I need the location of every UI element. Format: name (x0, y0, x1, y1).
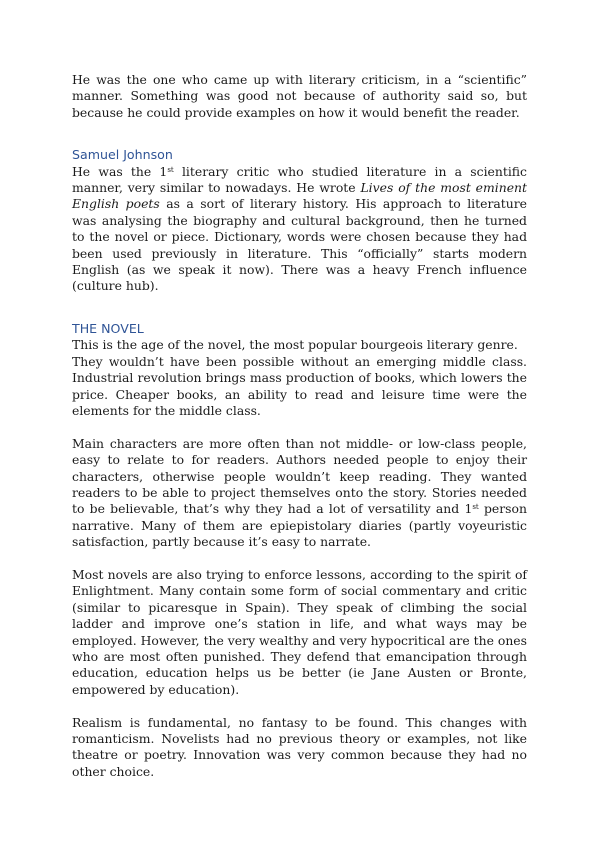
heading-the-novel: THE NOVEL (72, 320, 144, 336)
johnson-paragraph (72, 164, 527, 295)
novel-paragraph-1: This is the age of the novel, the most popular bourgeois literary genre. (72, 337, 518, 353)
paragraph-spacer (72, 551, 527, 567)
novel-paragraph-2: They wouldn’t have been possible without an emerging middle class. Industrial revolution brings mass production of books, which lowers the price. Cheaper books, an ability to read and leisure time were the elements for the middle class. (72, 353, 527, 418)
novel-p3-text-start: Main characters are more often than not middle- or low-class people, easy to relate to for readers. Authors needed people to enjoy their characters, otherwise people wouldn’t keep reading. They wanted readers to be able to project themselves onto the story. Stories needed to be believable, that’s why they had a lot of versatility and 1 (72, 435, 527, 517)
johnson-text-end: as a sort of literary history. His approach to literature was analysing the biography and cultural background, then he turned to the novel or piece. Dictionary, words were chosen because they had been used previously in literature. This “officially” starts modern English (as we speak it now). There was a heavy French influence (culture hub). (72, 196, 527, 294)
novel-paragraph-4: Most novels are also trying to enforce lessons, according to the spirit of Enlightment. Many contain some form of social commentary and critic (similar to picaresque in Spain). They speak of climbing the social ladder and improve one’s station in life, and what ways may be employed. However, the very wealthy and very hypocritical are the ones who are most often punished. They defend that emancipation through education, education helps us be better (ie Jane Austen or Bronte, empowered by education). (72, 566, 527, 697)
novel-paragraph-3 (72, 436, 527, 551)
document-page (72, 72, 527, 780)
johnson-book-title: Lives of the most eminent English poets (72, 180, 527, 212)
intro-paragraph: He was the one who came up with literary criticism, in a “scientific” manner. Something was good not because of authority said so, but because he could provide examples on how it would benefit the reader. (72, 72, 527, 120)
paragraph-spacer (72, 419, 527, 435)
johnson-ordinal-suffix: st (167, 165, 174, 174)
johnson-text-mid: literary critic who studied literature in a scientific manner, very similar to nowadays. He wrote (72, 163, 527, 196)
heading-samuel-johnson: Samuel Johnson (72, 147, 173, 163)
novel-p3-ordinal-suffix: st (472, 503, 479, 512)
paragraph-spacer (72, 698, 527, 714)
novel-paragraph-5: Realism is fundamental, no fantasy to be found. This changes with romanticism. Novelists had no previous theory or examples, not like theatre or poetry. Innovation was very common because they had no other choice. (72, 714, 527, 779)
johnson-text-start: He was the 1 (72, 163, 168, 179)
novel-p3-text-end: person narrative. Many of them are epiepistolary diaries (partly voyeuristic satisfaction, partly because it’s easy to narrate. (72, 501, 527, 550)
